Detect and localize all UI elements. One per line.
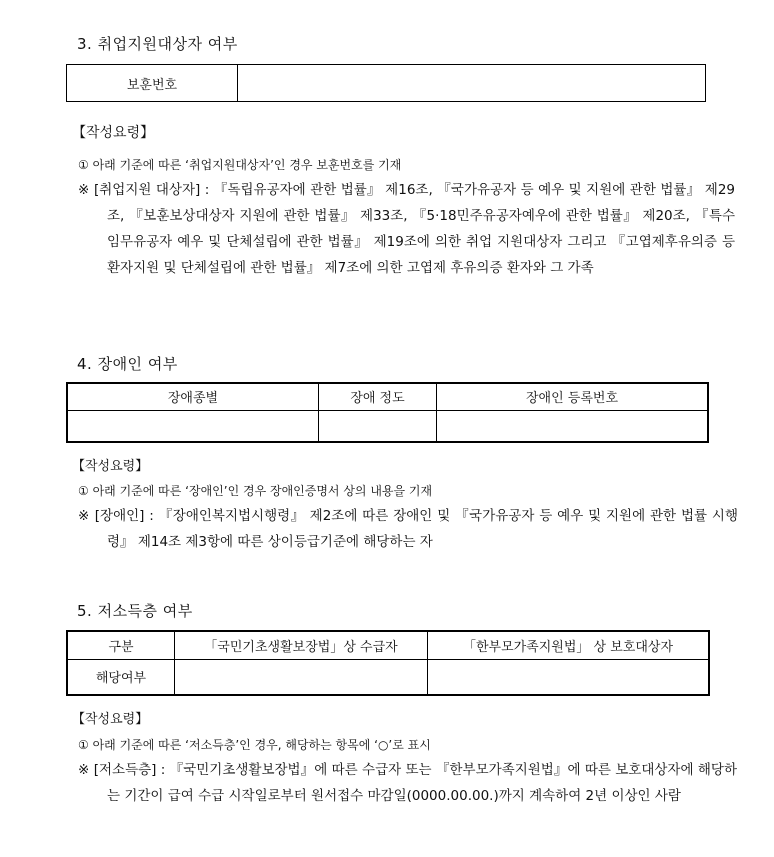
section3-note: ① 아래 기준에 따른 ‘취업지원대상자’인 경우 보훈번호를 기재	[78, 158, 402, 172]
disability-degree-field[interactable]	[319, 410, 437, 442]
section5-note: ① 아래 기준에 따른 ‘저소득층’인 경우, 해당하는 항목에 ‘○’로 표시	[78, 738, 431, 752]
disability-type-header: 장애종별	[67, 383, 319, 410]
disability-type-field[interactable]	[67, 410, 319, 442]
section5-guide-title: 【작성요령】	[72, 712, 149, 727]
category-header: 구분	[67, 631, 175, 659]
basic-livelihood-field[interactable]	[175, 659, 428, 695]
low-income-table	[66, 630, 710, 696]
section4-guide-title: 【작성요령】	[72, 459, 149, 474]
veteran-table	[66, 64, 706, 102]
section3-heading: 3. 취업지원대상자 여부	[77, 35, 238, 53]
section4-note: ① 아래 기준에 따른 ‘장애인’인 경우 장애인증명서 상의 내용을 기재	[78, 484, 433, 498]
section3-detail: ※ [취업지원 대상자] : 『독립유공자에 관한 법률』 제16조, 『국가유공자 등 예우 및 지원에 관한 법률』 제29조, 『보훈보상대상자 지원에 관한 법률』 제33조, 『5·18민주유공자예우에 관한 법률』 제20조, 『특수임무유공자 예우 및 단체설립에 관한 법률』 제19조에 의한 취업 지원대상자 그리고 『고엽제후유의증 등 환자지원 및 단체설립에 관한 법률』 제7조에 의한 고엽제 후유의증 환자와 그 가족	[78, 182, 735, 276]
basic-livelihood-header: 「국민기초생활보장법」상 수급자	[175, 631, 428, 659]
disability-registration-header: 장애인 등록번호	[437, 383, 709, 410]
single-parent-header: 「한부모가족지원법」 상 보호대상자	[428, 631, 710, 659]
veteran-number-field[interactable]	[238, 65, 706, 102]
section4-detail: ※ [장애인] : 『장애인복지법시행령』 제2조에 따른 장애인 및 『국가유공자 등 예우 및 지원에 관한 법률 시행령』 제14조 제3항에 따른 상이등급기준에 해당하는 자	[78, 508, 738, 550]
veteran-number-label: 보훈번호	[67, 65, 238, 102]
section5-heading: 5. 저소득층 여부	[77, 602, 193, 620]
section5-detail: ※ [저소득층] : 『국민기초생활보장법』에 따른 수급자 또는 『한부모가족지원법』에 따른 보호대상자에 해당하는 기간이 급여 수급 시작일로부터 원서접수 마감일(0000.00.00.)까지 계속하여 2년 이상인 사람	[78, 762, 737, 804]
single-parent-field[interactable]	[428, 659, 710, 695]
applicable-row-label: 해당여부	[67, 659, 175, 695]
disability-table	[66, 382, 709, 443]
disability-registration-field[interactable]	[437, 410, 709, 442]
section3-guide-title: 【작성요령】	[72, 125, 155, 141]
section4-heading: 4. 장애인 여부	[77, 355, 178, 373]
disability-degree-header: 장애 정도	[319, 383, 437, 410]
